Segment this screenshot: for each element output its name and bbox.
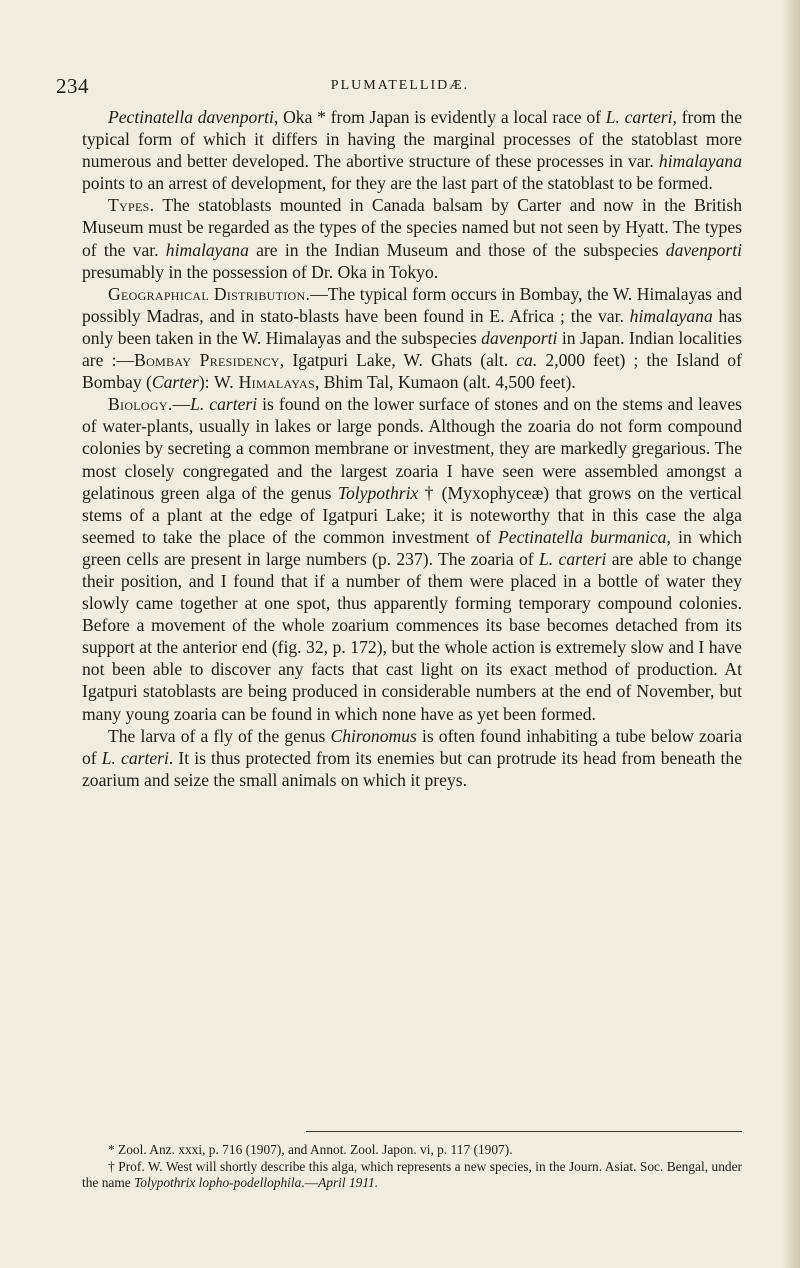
paragraph-distribution: Geographical Distribution.—The typical form occurs in Bombay, the W. Himalayas and possibly Madras, and in stato-blasts have been found in E. Africa ; the var. himalayana has only been taken in the W. Himalayas and the subspecies davenporti in Japan. Indian localities are :—Bombay Presidency, Igatpuri Lake, W. Ghats (alt. ca. 2,000 feet) ; the Island of Bombay (Carter): W. Himalayas, Bhim Tal, Kumaon (alt. 4,500 feet). bbox=[82, 283, 742, 393]
paragraph-pectinatella: Pectinatella davenporti, Oka * from Japan is evidently a local race of L. carteri, from the typical form of which it differs in having the marginal processes of the statoblast more numerous and better developed. The abortive structure of these processes in var. himalayana points to an arrest of development, for they are the last part of the statoblast to be formed. bbox=[82, 107, 743, 194]
page-edge-shadow bbox=[782, 0, 800, 1268]
section-heading-distribution: Geographical Distribution. bbox=[108, 283, 311, 304]
main-text bbox=[82, 106, 742, 791]
paragraph-biology: Biology.—L. carteri is found on the lower surface of stones and on the stems and leaves of water-plants, usually in lakes or large ponds. Although the zoaria do not form compound colonies by secreting a common membrane or investment, they are markedly gregarious. The most closely congregated and the largest zoaria I have seen were assembled amongst a gelatinous green alga of the genus Tolypothrix † (Myxophyceæ) that grows on the vertical stems of a plant at the edge of Igatpuri Lake; it is noteworthy that in this case the alga seemed to take the place of the common investment of Pectinatella burmanica, in which green cells are present in large numbers (p. 237). The zoaria of L. carteri are able to change their position, and I found that if a number of them were placed in a bottle of water they slowly came together at one spot, thus apparently forming temporary compound colonies. Before a movement of the whole zoarium commences its base becomes detached from its support at the anterior end (fig. 32, p. 172), but the whole action is extremely slow and I have not been able to discover any facts that cast light on its exact method of production. At Igatpuri statoblasts are being produced in considerable numbers at the end of November, but many young zoaria can be found in which none have as yet been formed. bbox=[82, 394, 742, 724]
section-heading-types: Types. bbox=[108, 195, 155, 216]
section-heading-biology: Biology. bbox=[108, 394, 173, 415]
page-number: 234 bbox=[56, 74, 89, 98]
footnotes bbox=[82, 1142, 742, 1192]
footnote-1: * Zool. Anz. xxxi, p. 716 (1907), and Annot. Zool. Japon. vi, p. 117 (1907). bbox=[108, 1142, 513, 1157]
paragraph-chironomus: The larva of a fly of the genus Chironomus is often found inhabiting a tube below zoaria of L. carteri. It is thus protected from its enemies but can protrude its head from beneath the zoarium and seize the small animals on which it preys. bbox=[82, 725, 743, 790]
species-name: Pectinatella davenporti bbox=[108, 107, 274, 127]
footnote-2: † Prof. W. West will shortly describe this alga, which represents a new species, in the Journ. Asiat. Soc. Bengal, under the name Tolypothrix lopho-podellophila.—April 1911. bbox=[82, 1158, 742, 1191]
paragraph-types: Types. The statoblasts mounted in Canada balsam by Carter and now in the British Museum must be regarded as the types of the species named but not seen by Hyatt. The types of the var. himalayana are in the Indian Museum and those of the subspecies davenporti presumably in the possession of Dr. Oka in Tokyo. bbox=[82, 195, 742, 282]
footnote-rule bbox=[306, 1131, 742, 1132]
running-title: PLUMATELLIDÆ. bbox=[330, 78, 470, 93]
